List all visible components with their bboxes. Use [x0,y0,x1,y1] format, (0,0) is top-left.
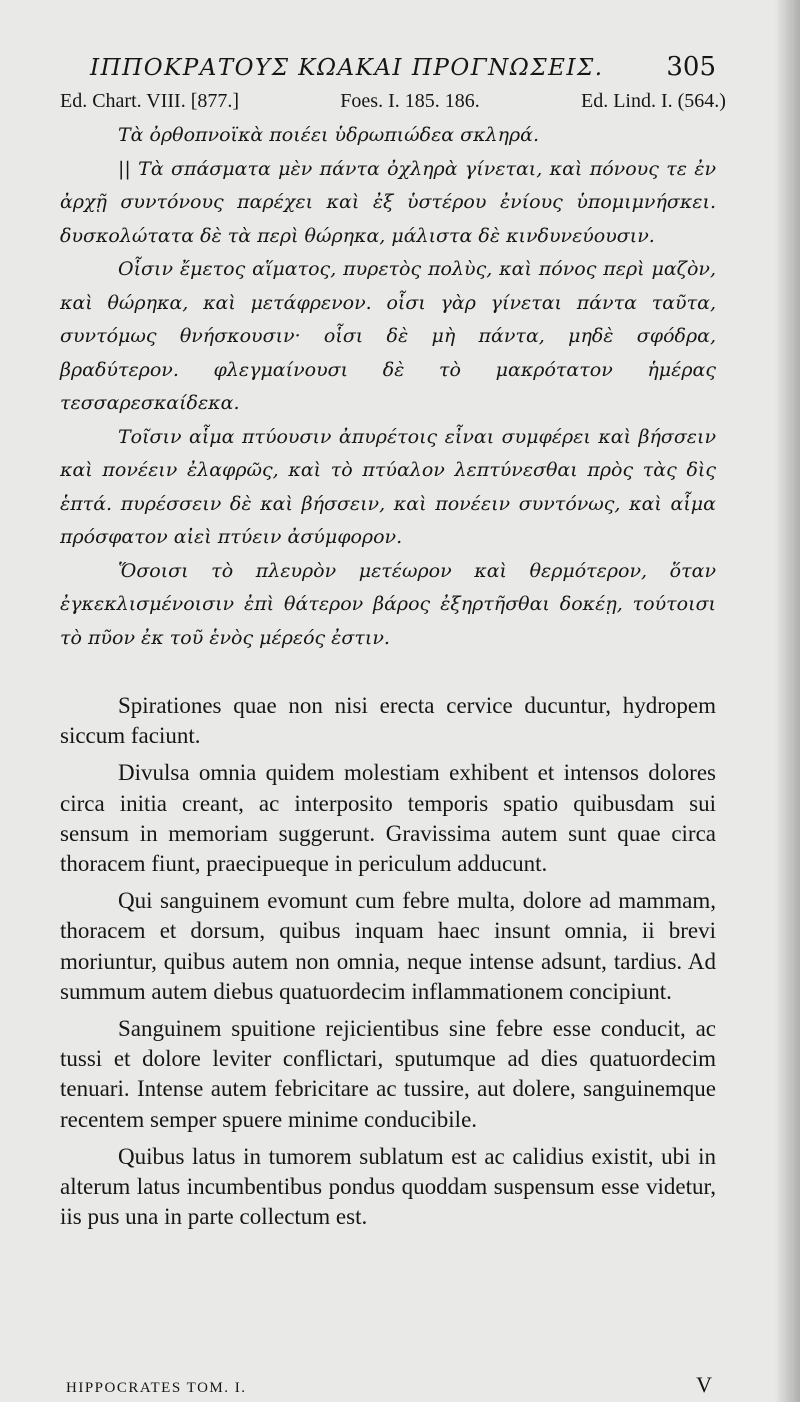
running-title: ΙΠΠΟΚΡΑΤΟΥΣ ΚΩΑΚΑΙ ΠΡΟΓΝΩΣΕΙΣ. [90,55,604,81]
latin-paragraph: Divulsa omnia quidem molestiam exhibent et intensos dolores circa initia creant, ac interposito temporis spatio quibusdam sui sensum in memoriam suggerunt. Gravissima autem sunt quae circa thoracem fiunt, praecipueque in periculum adducunt. [60,760,716,877]
foesius-reference: Foes. I. 185. 186. [340,90,480,112]
greek-text [60,119,716,655]
chartier-reference: Ed. Chart. VIII. [877.] [60,90,240,112]
latin-paragraph: Sanguinem spuitione rejicientibus sine febre esse conducit, ac tussi et dolore leviter conflictari, sputumque ad dies quatuordecim tenuari. Intense autem febricitare ac tussire, aut dolere, sanguinemque recentem semper spuere minime conducibile. [60,1016,716,1132]
latin-paragraph: Quibus latus in tumorem sublatum est ac calidius existit, ubi in alterum latus incumbentibus pondus quoddam suspensum esse videtur, iis pus una in parte collectum est. [60,1143,716,1230]
linden-reference: Ed. Lind. I. (564.) [581,90,726,112]
latin-paragraph: Spirationes quae non nisi erecta cervice ducuntur, hydropem siccum faciunt. [60,693,716,749]
greek-paragraph: Τοῖσιν αἷμα πτύουσιν ἀπυρέτοις εἶναι συμφέρει καὶ βήσσειν καὶ πονέειν ἐλαφρῶς, καὶ τὸ πτύαλον λεπτύνεσθαι πρὸς τὰς δὶς ἑπτά. πυρέσσειν δὲ καὶ βήσσειν, καὶ πονέειν συντόνως, καὶ αἷμα πρόσφατον αἰεὶ πτύειν ἀσύμφορον. [60,425,716,548]
edition-references [60,90,726,113]
greek-paragraph: Τὰ ὀρθοπνοϊκὰ ποιέει ὑδρωπιώδεα σκληρά. [118,124,540,146]
latin-paragraph: Qui sanguinem evomunt cum febre multa, dolore ad mammam, thoracem et dorsum, quibus inquam haec insunt omnia, ii brevi moriuntur, quibus autem non omnia, neque intense adsunt, tardius. Ad summum autem diebus quatuordecim inflammationem concipiunt. [60,888,716,1004]
greek-paragraph: || Τὰ σπάσματα μὲν πάντα ὀχληρὰ γίνεται, καὶ πόνους τε ἐν ἀρχῇ συντόνους παρέχει καὶ ἐξ ὑστέρου ἐνίους ὑπομιμνήσκει. δυσκολώτατα δὲ τὰ περὶ θώρηκα, μάλιστα δὲ κινδυνεύουσιν. [60,157,716,247]
running-header [90,52,716,82]
signature-line: HIPPOCRATES TOM. I. [66,1380,247,1396]
page-number: 305 [666,52,716,82]
signature-mark: V [696,1372,712,1397]
greek-paragraph: Ὅσοισι τὸ πλευρὸν μετέωρον καὶ θερμότερον, ὅταν ἐγκεκλισμένοισιν ἐπὶ θάτερον βάρος ἐξηρτῆσθαι δοκέῃ, τούτοισι τὸ πῦον ἐκ τοῦ ἑνὸς μέρεός ἐστιν. [60,559,716,649]
page-footer [66,1372,712,1398]
greek-paragraph: Οἷσιν ἔμετος αἵματος, πυρετὸς πολὺς, καὶ πόνος περὶ μαζὸν, καὶ θώρηκα, καὶ μετάφρενον. οἷσι γὰρ γίνεται πάντα ταῦτα, συντόμως θνήσκουσιν· οἷσι δὲ μὴ πάντα, μηδὲ σφόδρα, βραδύτερον. φλεγμαίνουσι δὲ τὸ μακρότατον ἡμέρας τεσσαρεσκαίδεκα. [60,258,716,414]
latin-translation [60,691,716,1232]
